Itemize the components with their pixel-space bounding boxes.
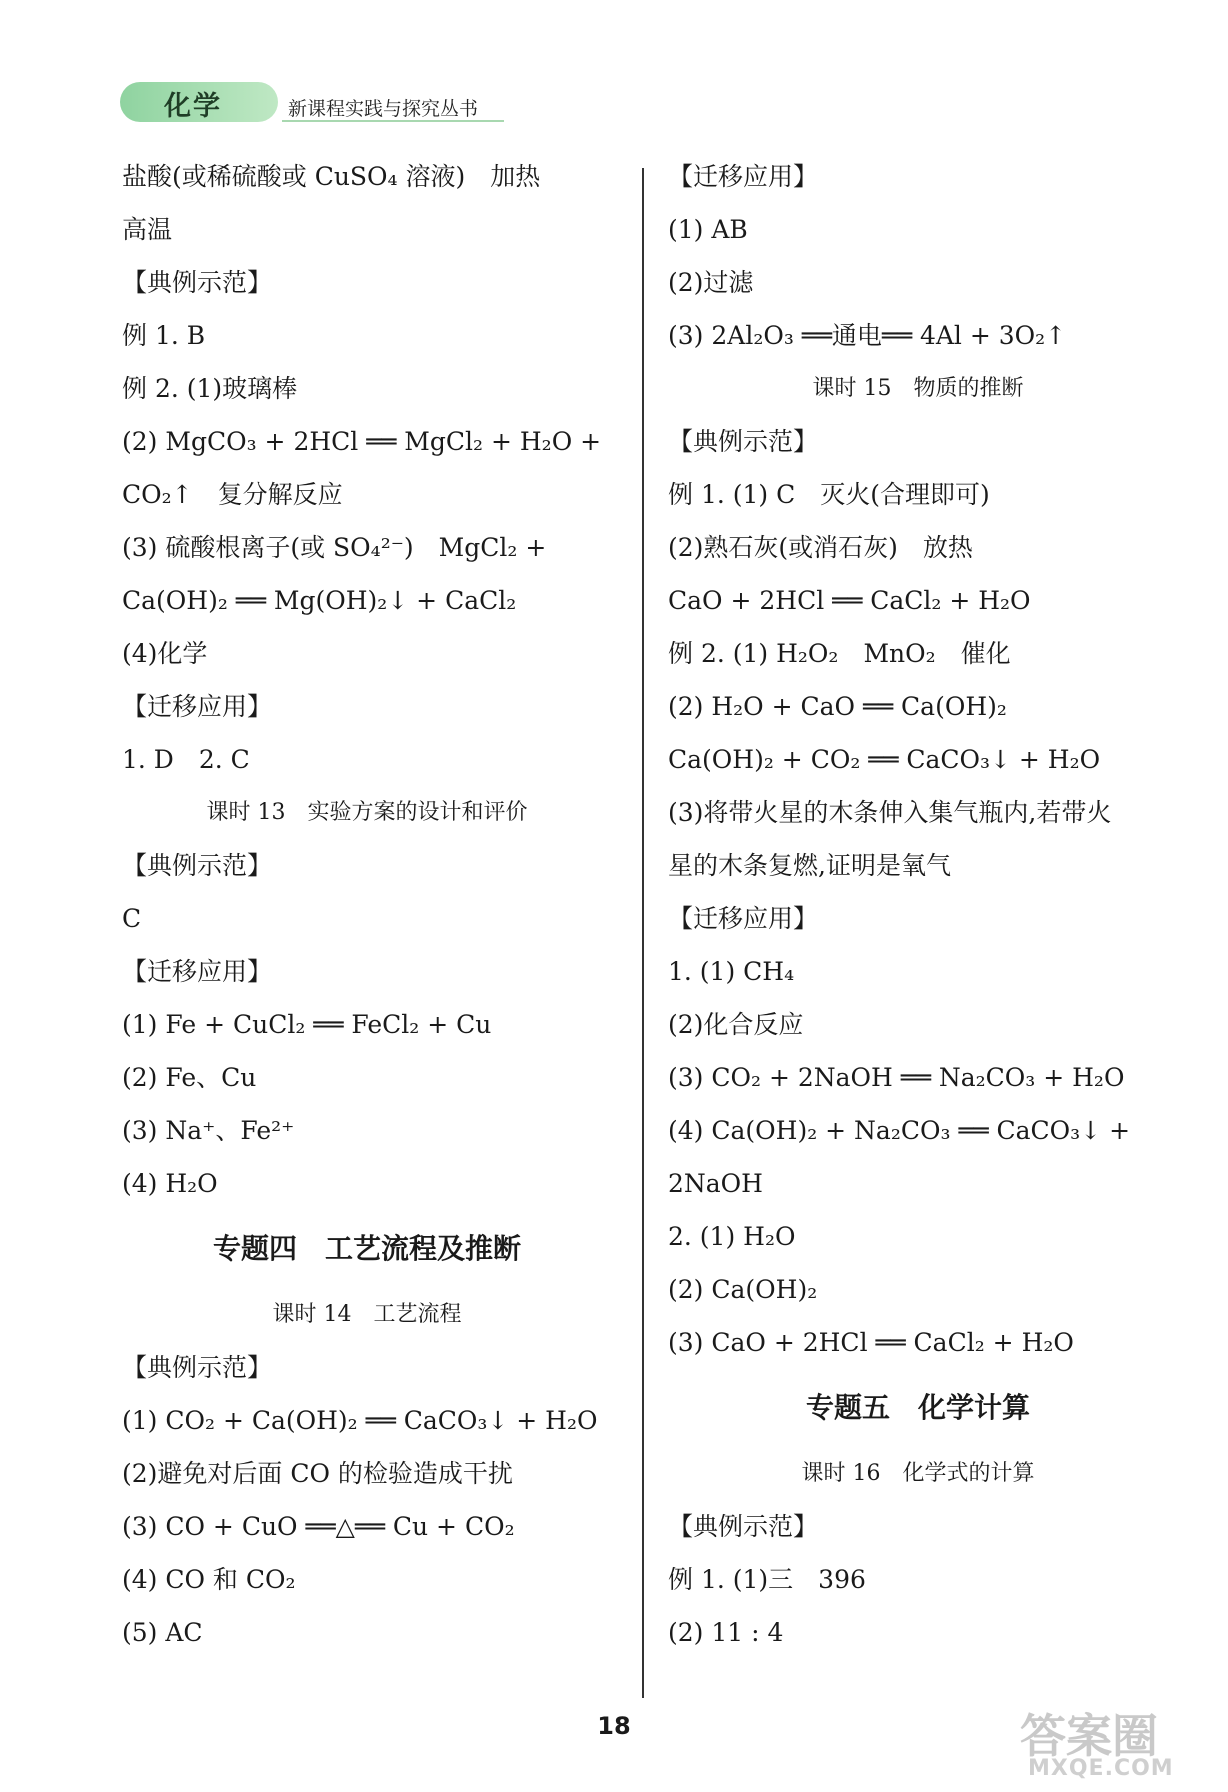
topic-title: 专题五 化学计算 — [805, 1391, 1030, 1424]
watermark-url: MXQE.COM — [1028, 1756, 1174, 1781]
series-underline — [282, 120, 504, 122]
answer-line: (2)化合反应 — [668, 1010, 804, 1039]
answer-line: (3) 硫酸根离子(或 SO₄²⁻) MgCl₂ + — [122, 533, 547, 562]
answer-line: 1. (1) CH₄ — [668, 957, 795, 986]
series-title: 新课程实践与探究丛书 — [288, 98, 479, 120]
section-heading: 【典例示范】 — [668, 1512, 819, 1541]
answer-line: (2) Fe、Cu — [122, 1063, 257, 1092]
equation-line: (1) CO₂ + Ca(OH)₂ ══ CaCO₃↓ + H₂O — [122, 1406, 598, 1435]
page-number: 18 — [597, 1712, 631, 1740]
equation-line: (3) CO + CuO ══△══ Cu + CO₂ — [122, 1512, 515, 1541]
answer-line: (3) Na⁺、Fe²⁺ — [122, 1116, 295, 1145]
equation-line: Ca(OH)₂ + CO₂ ══ CaCO₃↓ + H₂O — [668, 745, 1101, 774]
watermark — [1020, 1700, 1220, 1788]
equation-line: (3) 2Al₂O₃ ══通电══ 4Al + 3O₂↑ — [668, 321, 1067, 350]
section-heading: 【典例示范】 — [668, 427, 819, 456]
answer-line: (2) 11 : 4 — [668, 1618, 784, 1647]
answer-line: (2)过滤 — [668, 268, 754, 297]
equation-line: CaO + 2HCl ══ CaCl₂ + H₂O — [668, 586, 1031, 615]
lesson-title: 课时 15 物质的推断 — [812, 376, 1024, 401]
equation-line: (3) CO₂ + 2NaOH ══ Na₂CO₃ + H₂O — [668, 1063, 1125, 1092]
page-header — [120, 82, 520, 126]
answer-line: 例 2. (1) H₂O₂ MnO₂ 催化 — [668, 639, 1011, 668]
answer-line: 1. D 2. C — [122, 745, 250, 774]
lesson-title: 课时 13 实验方案的设计和评价 — [206, 800, 528, 825]
left-column — [122, 150, 612, 1659]
section-heading: 【典例示范】 — [122, 1353, 273, 1382]
answer-line: C — [122, 904, 142, 933]
section-heading: 【典例示范】 — [122, 851, 273, 880]
section-heading: 【迁移应用】 — [668, 162, 819, 191]
answer-line: (2) Ca(OH)₂ — [668, 1275, 818, 1304]
section-heading: 【迁移应用】 — [122, 692, 273, 721]
answer-line: 例 1. (1)三 396 — [668, 1565, 866, 1594]
lesson-title: 课时 16 化学式的计算 — [801, 1461, 1035, 1486]
section-heading: 【典例示范】 — [122, 268, 273, 297]
equation-line: (2) H₂O + CaO ══ Ca(OH)₂ — [668, 692, 1007, 721]
equation-line: (1) Fe + CuCl₂ ══ FeCl₂ + Cu — [122, 1010, 492, 1039]
answer-line: CO₂↑ 复分解反应 — [122, 480, 343, 509]
section-heading: 【迁移应用】 — [668, 904, 819, 933]
answer-line: 2NaOH — [668, 1169, 763, 1198]
answer-line: (4)化学 — [122, 639, 208, 668]
section-heading: 【迁移应用】 — [122, 957, 273, 986]
answer-line: 盐酸(或稀硫酸或 CuSO₄ 溶液) 加热 — [122, 162, 541, 191]
answer-line: (4) CO 和 CO₂ — [122, 1565, 296, 1594]
answer-line: (4) H₂O — [122, 1169, 218, 1198]
watermark-logo: 答案圈 — [1020, 1709, 1158, 1763]
answer-line: (2)熟石灰(或消石灰) 放热 — [668, 533, 973, 562]
answer-line: (1) AB — [668, 215, 748, 244]
answer-line: 高温 — [122, 215, 173, 244]
equation-line: (2) MgCO₃ + 2HCl ══ MgCl₂ + H₂O + — [122, 427, 602, 456]
answer-line: 例 1. (1) C 灭火(合理即可) — [668, 480, 990, 509]
answer-line: 2. (1) H₂O — [668, 1222, 796, 1251]
topic-title: 专题四 工艺流程及推断 — [212, 1232, 521, 1265]
answer-line: (2)避免对后面 CO 的检验造成干扰 — [122, 1459, 513, 1488]
column-divider — [642, 168, 644, 1698]
equation-line: Ca(OH)₂ ══ Mg(OH)₂↓ + CaCl₂ — [122, 586, 517, 615]
answer-line: (3)将带火星的木条伸入集气瓶内,若带火 — [668, 798, 1112, 827]
answer-line: 例 1. B — [122, 321, 206, 350]
answer-line: (5) AC — [122, 1618, 203, 1647]
equation-line: (4) Ca(OH)₂ + Na₂CO₃ ══ CaCO₃↓ + — [668, 1116, 1131, 1145]
lesson-title: 课时 14 工艺流程 — [272, 1302, 462, 1327]
answer-line: 星的木条复燃,证明是氧气 — [668, 851, 951, 880]
answer-line: 例 2. (1)玻璃棒 — [122, 374, 298, 403]
equation-line: (3) CaO + 2HCl ══ CaCl₂ + H₂O — [668, 1328, 1074, 1357]
subject-label: 化学 — [164, 91, 222, 122]
right-column — [668, 150, 1168, 1659]
